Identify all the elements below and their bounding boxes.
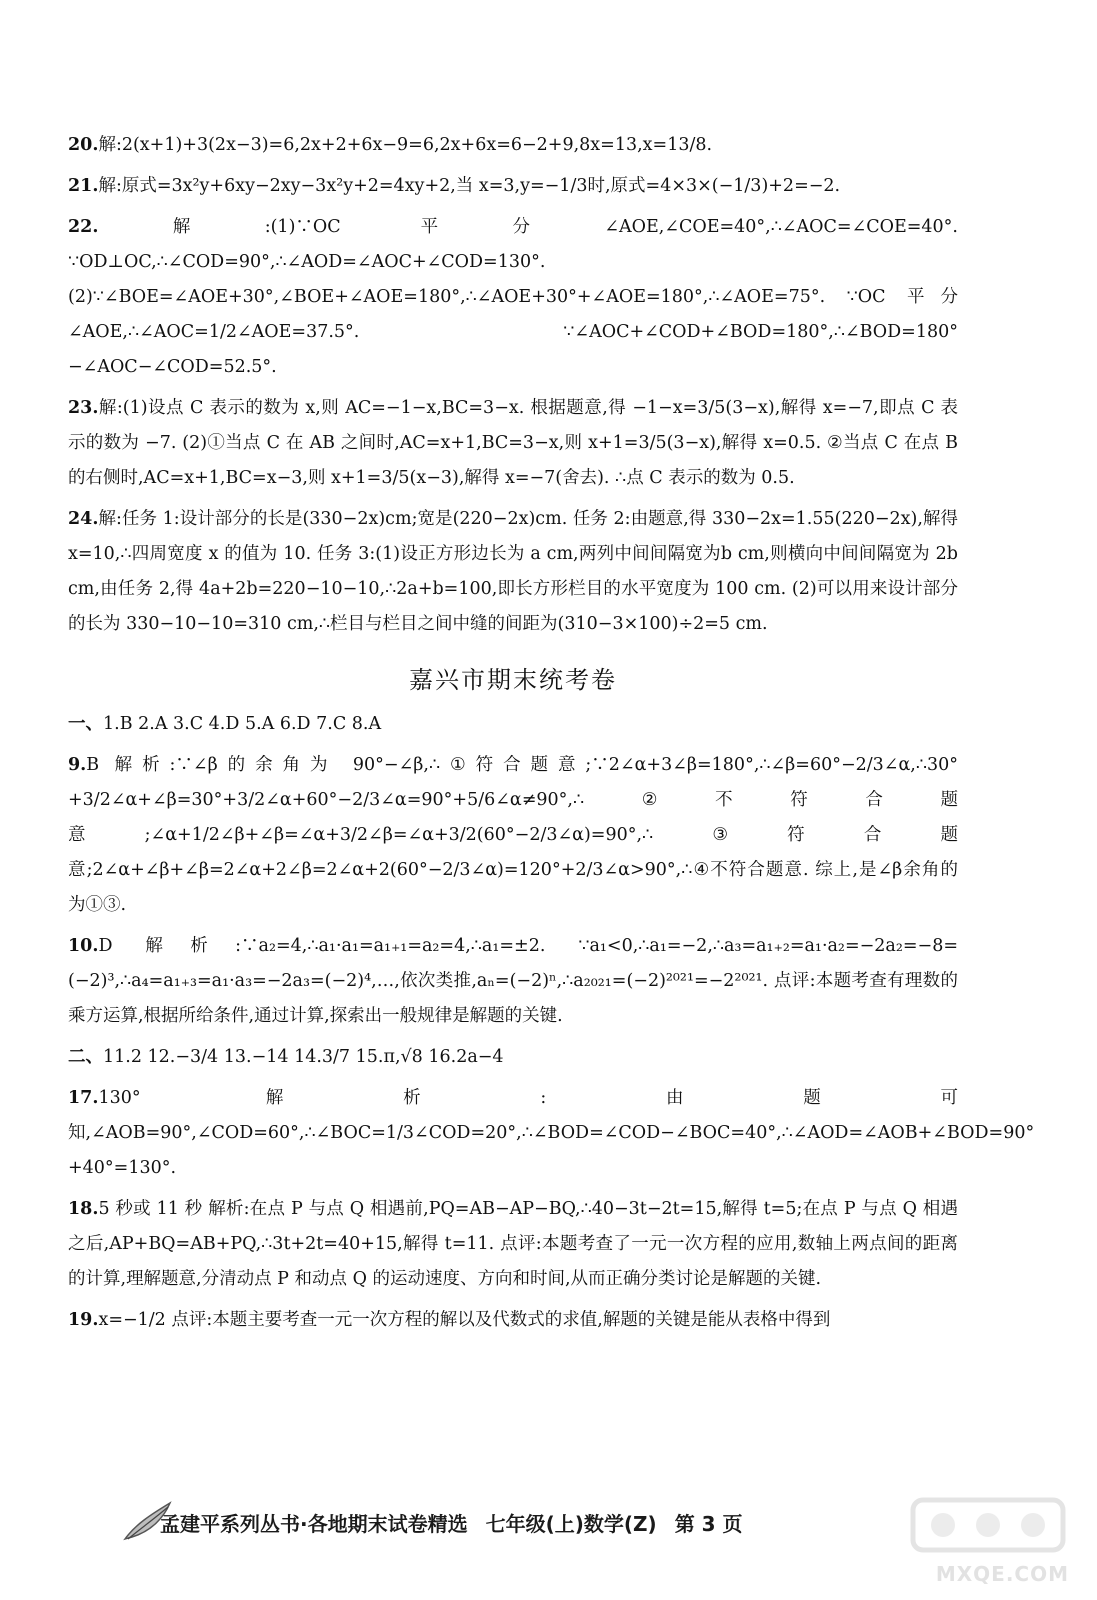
solution-10 [68,929,958,1034]
solution-22 [68,210,958,385]
item-text: 解:任务 1:设计部分的长是(330−2x)cm;宽是(220−2x)cm. 任务 2:由题意,得 330−2x=1.55(220−2x),解得 x=10,∴四周宽度 x 的值为 10. 任务 3:(1)设正方形边长为 a cm,两列中间间隔宽为b cm,则横向中间间隔宽为 2b cm,由任务 2,得 4a+2b=220−10−10,∴2a+b=100,即长方形栏目的水平宽度为 100 cm. (2)可以用来设计部分的长为 330−10−10=310 cm,∴栏目与栏目之间中缝的间距为(310−3×100)÷2=5 cm. [68,509,958,634]
item-number: 18. [68,1199,99,1219]
item-number: 二、 [68,1047,103,1067]
solution-23 [68,391,958,496]
solution-24 [68,502,958,642]
item-text: 解:(1)设点 C 表示的数为 x,则 AC=−1−x,BC=3−x. 根据题意,得 −1−x=3/5(3−x),解得 x=−7,即点 C 表示的数为 −7. (2)①当点 C 在 AB 之间时,AC=x+1,BC=3−x,则 x+1=3/5(3−x),解得 x=0.5. ②当点 C 在点 B 的右侧时,AC=x+1,BC=x−3,则 x+1=3/5(x−3),解得 x=−7(舍去). ∴点 C 表示的数为 0.5. [68,398,958,488]
item-number: 一、 [68,714,103,734]
solutions-part1 [68,128,958,642]
item-text: D 解析:∵a₂=4,∴a₁·a₁=a₁₊₁=a₂=4,∴a₁=±2. ∵a₁<0,∴a₁=−2,∴a₃=a₁₊₂=a₁·a₂=−2a₂=−8=(−2)³,∴a₄=a₁₊₃=a₁·a₃=−2a₃=(−2)⁴,…,依次类推,aₙ=(−2)ⁿ,∴a₂₀₂₁=(−2)²⁰²¹=−2²⁰²¹. 点评:本题考查有理数的乘方运算,根据所给条件,通过计算,探索出一般规律是解题的关键. [68,936,958,1026]
item-number: 17. [68,1088,99,1108]
item-text: x=−1/2 点评:本题主要考查一元一次方程的解以及代数式的求值,解题的关键是能从表格中得到 [98,1310,831,1330]
item-text: 解:原式=3x²y+6xy−2xy−3x²y+2=4xy+2,当 x=3,y=−1/3时,原式=4×3×(−1/3)+2=−2. [98,176,841,196]
solution-21 [68,169,958,204]
solution-choice-1-8 [68,707,958,742]
item-text: 130° 解析:由题可知,∠AOB=90°,∠COD=60°,∴∠BOC=1/3∠COD=20°,∴∠BOD=∠COD−∠BOC=40°,∴∠AOD=∠AOB+∠BOD=90°+40°=130°. [68,1088,1035,1178]
item-text: 解:2(x+1)+3(2x−3)=6,2x+2+6x−9=6,2x+6x=6−2+9,8x=13,x=13/8. [98,135,713,155]
item-number: 22. [68,217,99,237]
watermark-text: MXQE.COM [935,1562,1069,1586]
item-number: 10. [68,936,99,956]
solution-18 [68,1192,958,1297]
item-number: 24. [68,509,99,529]
solutions-part2 [68,707,1035,1338]
item-text: 解:(1)∵OC 平分∠AOE,∠COE=40°,∴∠AOC=∠COE=40°. ∵OD⊥OC,∴∠COD=90°,∴∠AOD=∠AOC+∠COD=130°. (2)∵∠BOE=∠AOE+30°,∠BOE+∠AOE=180°,∴∠AOE+30°+∠AOE=180°,∴∠AOE=75°. ∵OC 平分∠AOE,∴∠AOC=1/2∠AOE=37.5°. ∵∠AOC+∠COD+∠BOD=180°,∴∠BOD=180°−∠AOC−∠COD=52.5°. [68,217,958,377]
footer-page-number: 第 3 页 [674,1512,743,1536]
solution-9 [68,748,958,923]
item-number: 21. [68,176,99,196]
page-content [68,128,1035,1338]
solution-19 [68,1303,958,1338]
item-number: 19. [68,1310,99,1330]
solution-20 [68,128,958,163]
item-text: 1.B 2.A 3.C 4.D 5.A 6.D 7.C 8.A [103,714,382,734]
footer-grade: 七年级(上)数学(Z) [485,1512,657,1536]
solution-fill-11-16 [68,1040,958,1075]
page-footer [160,1508,860,1537]
item-text: B 解析:∵∠β的余角为 90°−∠β,∴①符合题意;∵2∠α+3∠β=180°,∴∠β=60°−2/3∠α,∴30°+3/2∠α+∠β=30°+3/2∠α+60°−2/3∠α=90°+5/6∠α≠90°,∴②不符合题意;∠α+1/2∠β+∠β=∠α+3/2∠β=∠α+3/2(60°−2/3∠α)=90°,∴③符合题意;2∠α+∠β+∠β=2∠α+2∠β=2∠α+2(60°−2/3∠α)=120°+2/3∠α>90°,∴④不符合题意. 综上,是∠β余角的为①③. [68,755,958,915]
item-text: 5 秒或 11 秒 解析:在点 P 与点 Q 相遇前,PQ=AB−AP−BQ,∴40−3t−2t=15,解得 t=5;在点 P 与点 Q 相遇之后,AP+BQ=AB+PQ,∴3t+2t=40+15,解得 t=11. 点评:本题考查了一元一次方程的应用,数轴上两点间的距离的计算,理解题意,分清动点 P 和动点 Q 的运动速度、方向和时间,从而正确分类讨论是解题的关键. [68,1199,958,1289]
item-number: 20. [68,135,99,155]
solution-17 [68,1081,1035,1186]
section-title: 嘉兴市期末统考卷 [409,666,617,694]
item-number: 23. [68,398,99,418]
item-text: 11.2 12.−3/4 13.−14 14.3/7 15.π,√8 16.2a−4 [103,1047,504,1067]
item-number: 9. [68,755,87,775]
footer-series: 孟建平系列丛书·各地期末试卷精选 [160,1512,468,1536]
